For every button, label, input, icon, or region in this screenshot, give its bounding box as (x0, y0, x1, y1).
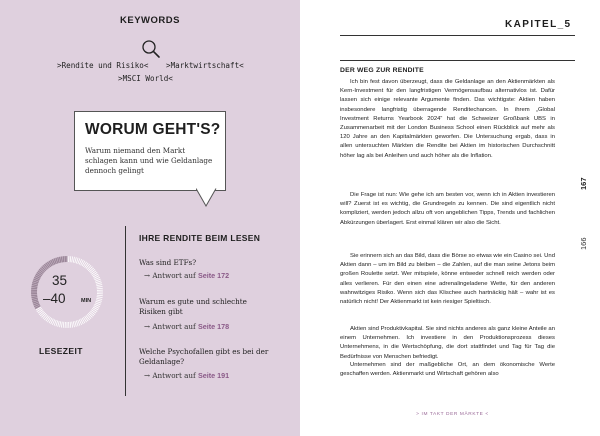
speech-bubble (74, 111, 226, 191)
ring-tick (70, 322, 71, 328)
answer-page-link[interactable]: Seite 191 (198, 371, 230, 380)
bubble-heading: WORUM GEHT'S? (85, 121, 221, 138)
bubble-text: Warum niemand den Markt schlagen kann und wie Geldanlage dennoch gelingt (85, 146, 213, 175)
ring-tick (72, 256, 73, 262)
ring-tick (76, 258, 78, 264)
section-title: DER WEG ZUR RENDITE (340, 67, 424, 74)
ring-tick (96, 298, 102, 299)
ring-tick (70, 256, 71, 262)
divider-line (125, 226, 126, 396)
ring-tick (63, 322, 64, 328)
answer-page-link[interactable]: Seite 178 (198, 322, 230, 331)
answer-page-link[interactable]: Seite 172 (198, 271, 230, 280)
page-number-left: 166 (579, 237, 588, 250)
ring-tick (96, 285, 102, 286)
paragraph-5: Unternehmen sind der maßgebliche Ort, an dem ökonomische Werte geschaffen werden. Aktienmarkt und Wirtschaft gehören also (340, 362, 555, 378)
answer-prefix: Antwort auf (152, 322, 196, 331)
answer-prefix: Antwort auf (152, 271, 196, 280)
arrow-right-icon: → (144, 371, 151, 380)
chapter-label: KAPITEL_5 (505, 19, 572, 30)
page-number-right: 167 (579, 177, 588, 190)
ring-tick (97, 286, 103, 287)
ring-tick (97, 295, 103, 296)
keywords-title: KEYWORDS (120, 15, 180, 26)
reading-time-unit: MIN (81, 298, 92, 304)
ring-tick (73, 321, 74, 327)
ring-tick (61, 322, 62, 328)
reading-time-ring (29, 254, 105, 330)
ring-tick (75, 321, 77, 327)
section-rule (340, 60, 575, 61)
ring-tick (96, 281, 102, 283)
paragraph-1: Ich bin fest davon überzeugt, dass die Geldanlage an den Aktienmärkten als Kern-Investment für den langfristigen Vermögensaufbau alternativlos ist. Dafür lassen sich einige relevante Argumente finden. Das wichtigste: Aktien haben insbesondere langfristig überragende Renditechancen. In ihrem „Global Investment Returns Yearbook 2024“ hat die Schweizer Großbank UBS in Zusammenarbeit mit der London Business School einen Rückblick auf mehr als 120 Jahre an den Kapitalmärkten geworfen. Die Untersuchung ergab, dass in allen untersuchten Märkten die Rendite bei Aktien im historischen Durchschnitt höher lag als bei Anleihen und auch höher als die Inflation. (340, 79, 555, 159)
header-rule (340, 35, 575, 36)
rendite-answer-1 (144, 271, 229, 280)
arrow-right-icon: → (144, 271, 151, 280)
ring-tick (73, 257, 74, 263)
ring-tick (76, 321, 78, 327)
ring-tick (72, 322, 73, 328)
keyword-2: >Marktwirtschaft< (166, 61, 244, 70)
rendite-answer-2 (144, 322, 229, 331)
ring-tick (96, 283, 102, 285)
running-footer: > IM TAKT DER MÄRKTE < (416, 412, 489, 417)
ring-tick (56, 321, 58, 327)
ring-tick (96, 300, 102, 302)
ring-tick (97, 288, 103, 289)
ring-tick (75, 257, 77, 263)
rendite-heading: IHRE RENDITE BEIM LESEN (139, 233, 261, 243)
ring-tick (97, 297, 103, 298)
ring-tick (60, 321, 61, 327)
answer-prefix: Antwort auf (152, 371, 196, 380)
rendite-answer-3 (144, 371, 229, 380)
keyword-1: >Rendite und Risiko< (57, 61, 149, 70)
rendite-question-2: Warum es gute und schlechte Risiken gibt (139, 297, 247, 316)
rendite-question-3: Welche Psychofallen gibt es bei der Geldanlage? (139, 347, 269, 366)
reading-time-from: 35 (52, 273, 68, 288)
rendite-question-1: Was sind ETFs? (139, 258, 197, 267)
keyword-3: >MSCI World< (118, 74, 173, 83)
paragraph-3: Sie erinnern sich an das Bild, dass die Börse so etwas wie ein Casino sei. Und Aktien dann – um im Bild zu bleiben – die Zahlen, auf die man seine Jetons beim großen Roulette setzt. Wer mitspiele, könne entweder schnell reich werden oder alles verlieren. Für den einen eine adrenalingeladene Wette, für den anderen wahnwitziges Risiko. Wenn sich das Klischee auch hartnäckig hält – wahr ist es natürlich nicht! Der Aktienmarkt ist kein riesiger Spieltisch. (340, 253, 555, 306)
reading-time-label: LESEZEIT (39, 346, 83, 356)
search-icon (141, 39, 161, 59)
speech-bubble-tail (196, 188, 220, 208)
arrow-right-icon: → (144, 322, 151, 331)
reading-time-to: –40 (43, 291, 66, 306)
paragraph-2: Die Frage ist nun: Wie gehe ich am besten vor, wenn ich in Aktien investieren will? Zuerst ist es wichtig, die Grundregeln zu kennen. Die sind eigentlich nicht kompliziert, werden jedoch allzu oft von angeblichen Tipps, Trends und fachlichen Abkürzungen überlagert. Erst einmal klären wir also die Sicht. (340, 192, 555, 226)
paragraph-4: Aktien sind Produktivkapital. Sie sind nichts anderes als ganz kleine Anteile an einem Unternehmen. Ich investiere in den Produktionsprozess dieses Unternehmens, in die Wertschöpfung, die dort stattfindet und Tag für Tag die Bedürfnisse von Menschen befriedigt. (340, 326, 555, 360)
ring-tick (96, 301, 102, 303)
ring-tick (58, 321, 60, 327)
